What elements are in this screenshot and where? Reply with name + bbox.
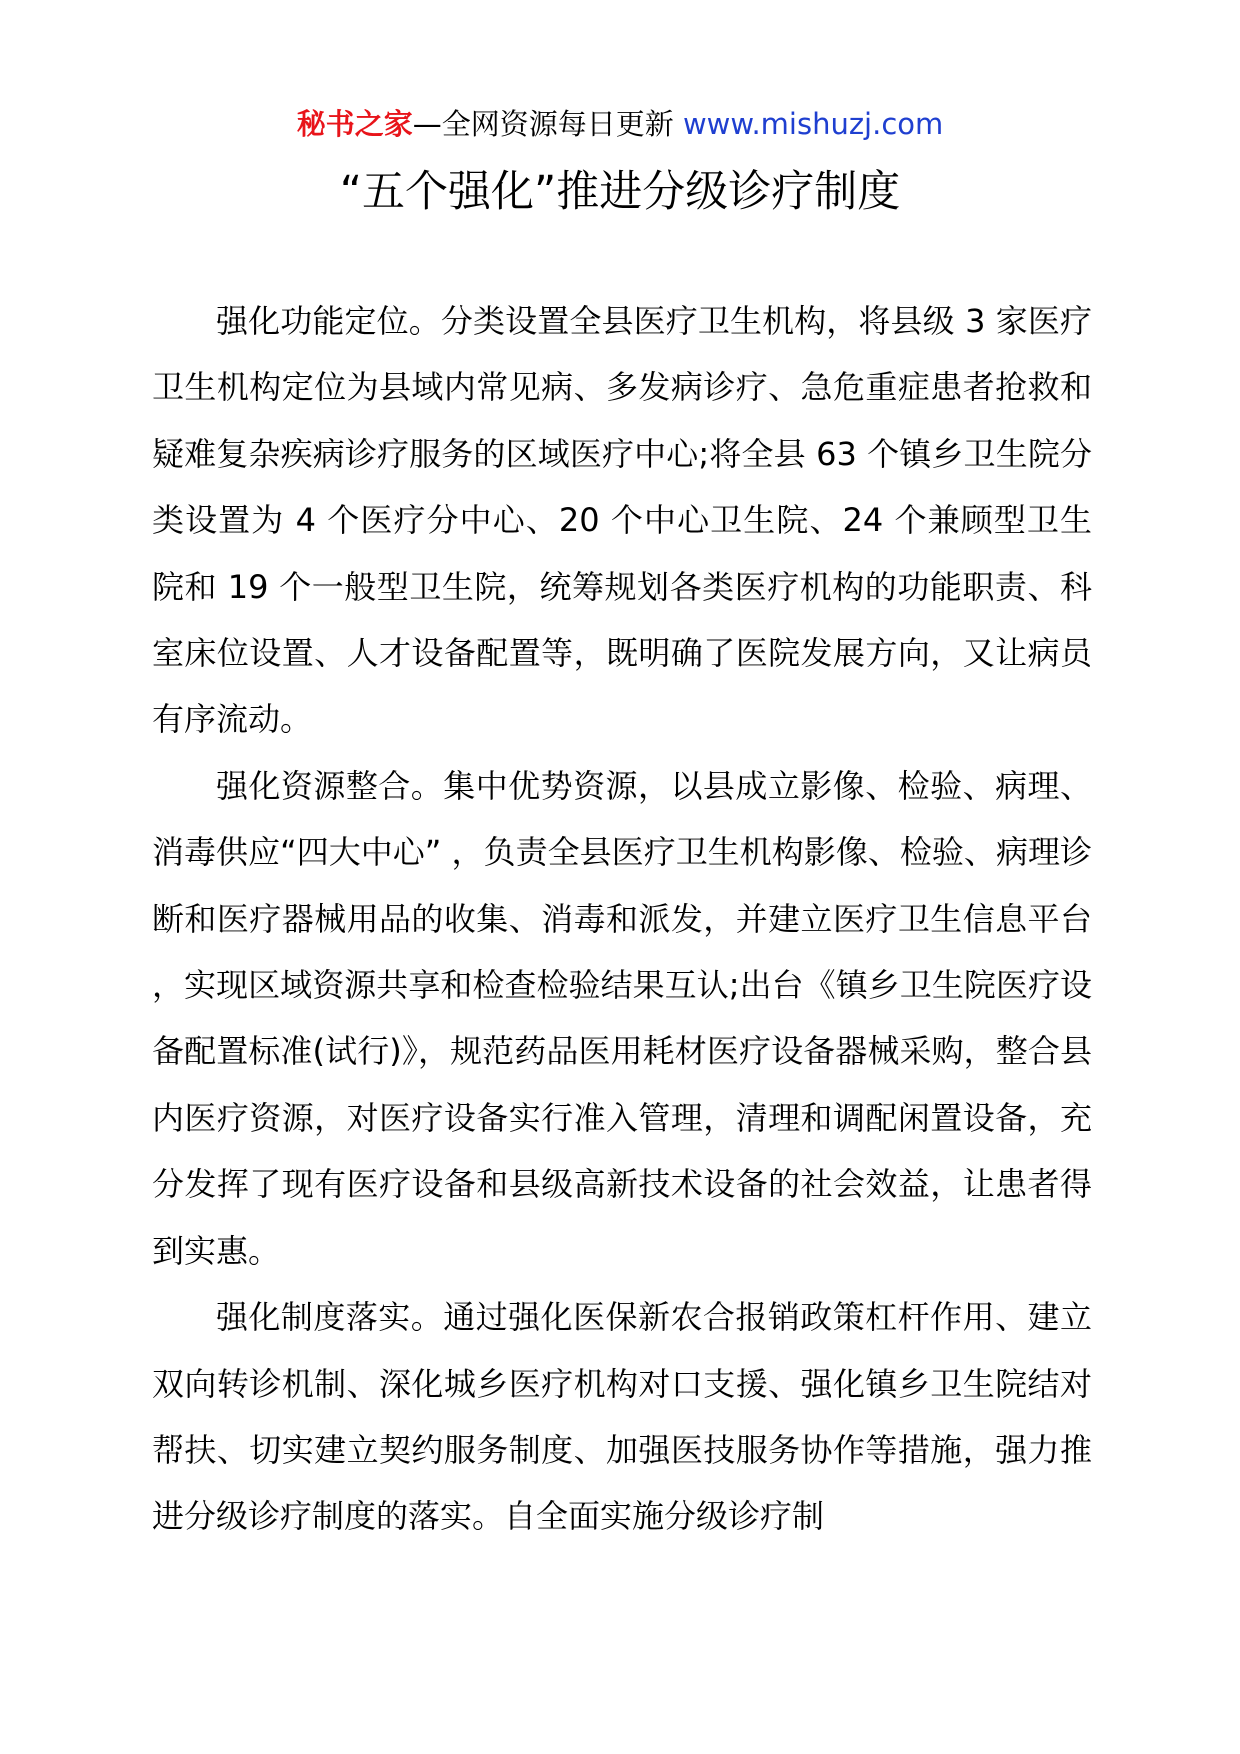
paragraph-system-implementation: 强化制度落实。通过强化医保新农合报销政策杠杆作用、建立双向转诊机制、深化城乡医疗机构对口支援、强化镇乡卫生院结对帮扶、切实建立契约服务制度、加强医技服务协作等措施，强力推进分级诊疗制度的落实。自全面实施分级诊疗制 — [152, 1298, 1092, 1536]
header-slogan: —全网资源每日更新 — [412, 107, 674, 141]
document-body — [152, 288, 1092, 1550]
paragraph-resource-integration: 强化资源整合。集中优势资源，以县成立影像、检验、病理、消毒供应“四大中心” ，负责全县医疗卫生机构影像、检验、病理诊断和医疗器械用品的收集、消毒和派发，并建立医疗卫生信息平台，实现区域资源共享和检查检验结果互认;出台《镇乡卫生院医疗设备配置标准(试行)》，规范药品医用耗材医疗设备器械采购，整合县内医疗资源，对医疗设备实行准入管理，清理和调配闲置设备，充分发挥了现有医疗设备和县级高新技术设备的社会效益，让患者得到实惠。 — [152, 766, 1092, 1270]
document-title: “五个强化”推进分级诊疗制度 — [339, 167, 901, 217]
brand-name: 秘书之家 — [296, 107, 413, 141]
site-header — [0, 104, 1240, 144]
site-url-link[interactable]: www.mishuzj.com — [682, 107, 944, 141]
paragraph-function-positioning: 强化功能定位。分类设置全县医疗卫生机构，将县级 3 家医疗卫生机构定位为县域内常见病、多发病诊疗、急危重症患者抢救和疑难复杂疾病诊疗服务的区域医疗中心;将全县 63 个镇乡卫生院分类设置为 4 个医疗分中心、20 个中心卫生院、24 个兼顾型卫生院和 19 个一般型卫生院，统筹规划各类医疗机构的功能职责、科室床位设置、人才设备配置等，既明确了医院发展方向，又让病员有序流动。 — [152, 302, 1092, 739]
